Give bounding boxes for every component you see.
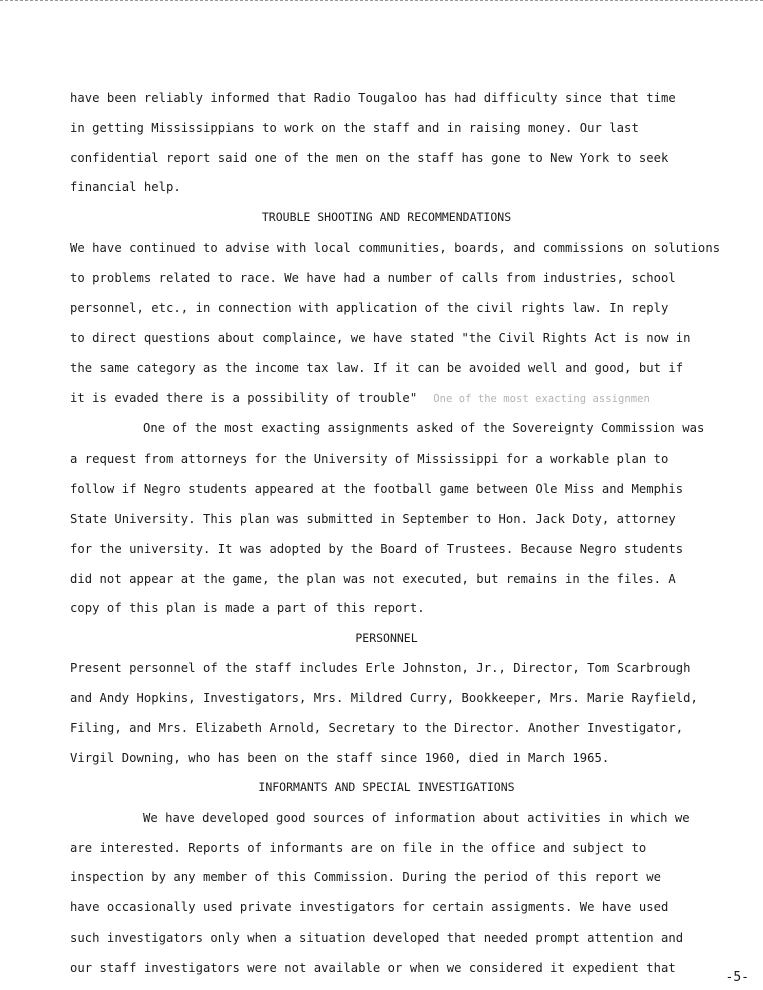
text-line: Present personnel of the staff includes Erle Johnston, Jr., Director, Tom Scarbrough — [70, 661, 691, 675]
text-line: State University. This plan was submitted in September to Hon. Jack Doty, attorney — [70, 512, 676, 526]
section-heading-personnel: PERSONNEL — [355, 631, 418, 645]
text-line: have been reliably informed that Radio Tougaloo has had difficulty since that time — [70, 91, 676, 105]
text-line: financial help. — [70, 180, 181, 194]
text-line: We have continued to advise with local communities, boards, and commissions on solutions — [70, 241, 721, 255]
text-line: a request from attorneys for the University of Mississippi for a workable plan to — [70, 452, 669, 466]
text-line: Filing, and Mrs. Elizabeth Arnold, Secretary to the Director. Another Investigator, — [70, 721, 684, 735]
text-line: to problems related to race. We have had a number of calls from industries, school — [70, 271, 676, 285]
page-number: -5- — [725, 970, 749, 985]
text-line: did not appear at the game, the plan was not executed, but remains in the files. A — [70, 572, 676, 586]
section-heading-trouble-shooting: TROUBLE SHOOTING AND RECOMMENDATIONS — [261, 210, 512, 224]
text-line: personnel, etc., in connection with application of the civil rights law. In reply — [70, 301, 669, 315]
text-line — [70, 390, 650, 407]
text-line: our staff investigators were not available or when we considered it expedient that — [70, 961, 676, 975]
text-line-content: it is evaded there is a possibility of trouble" — [70, 391, 418, 405]
text-line: in getting Mississippians to work on the staff and in raising money. Our last — [70, 121, 639, 135]
text-line: are interested. Reports of informants are on file in the office and subject to — [70, 841, 647, 855]
struck-out-text: One of the most exacting assignmen — [433, 393, 650, 405]
text-line: copy of this plan is made a part of this report. — [70, 601, 425, 615]
text-line: the same category as the income tax law. If it can be avoided well and good, but if — [70, 361, 684, 375]
text-line: follow if Negro students appeared at the football game between Ole Miss and Memphis — [70, 482, 684, 496]
text-line: inspection by any member of this Commission. During the period of this report we — [70, 870, 661, 884]
top-dashed-rule — [0, 0, 763, 1]
section-heading-informants: INFORMANTS AND SPECIAL INVESTIGATIONS — [258, 780, 515, 794]
text-line: for the university. It was adopted by the Board of Trustees. Because Negro students — [70, 542, 684, 556]
text-line: and Andy Hopkins, Investigators, Mrs. Mildred Curry, Bookkeeper, Mrs. Marie Rayfield, — [70, 691, 698, 705]
text-line: Virgil Downing, who has been on the staff since 1960, died in March 1965. — [70, 751, 610, 765]
text-line: We have developed good sources of information about activities in which we — [143, 811, 690, 825]
text-line: confidential report said one of the men on the staff has gone to New York to seek — [70, 151, 669, 165]
text-line: One of the most exacting assignments asked of the Sovereignty Commission was — [143, 421, 705, 435]
text-line: such investigators only when a situation developed that needed prompt attention and — [70, 931, 684, 945]
text-line: have occasionally used private investigators for certain assigments. We have used — [70, 900, 669, 914]
text-line: to direct questions about complaince, we have stated "the Civil Rights Act is now in — [70, 331, 691, 345]
